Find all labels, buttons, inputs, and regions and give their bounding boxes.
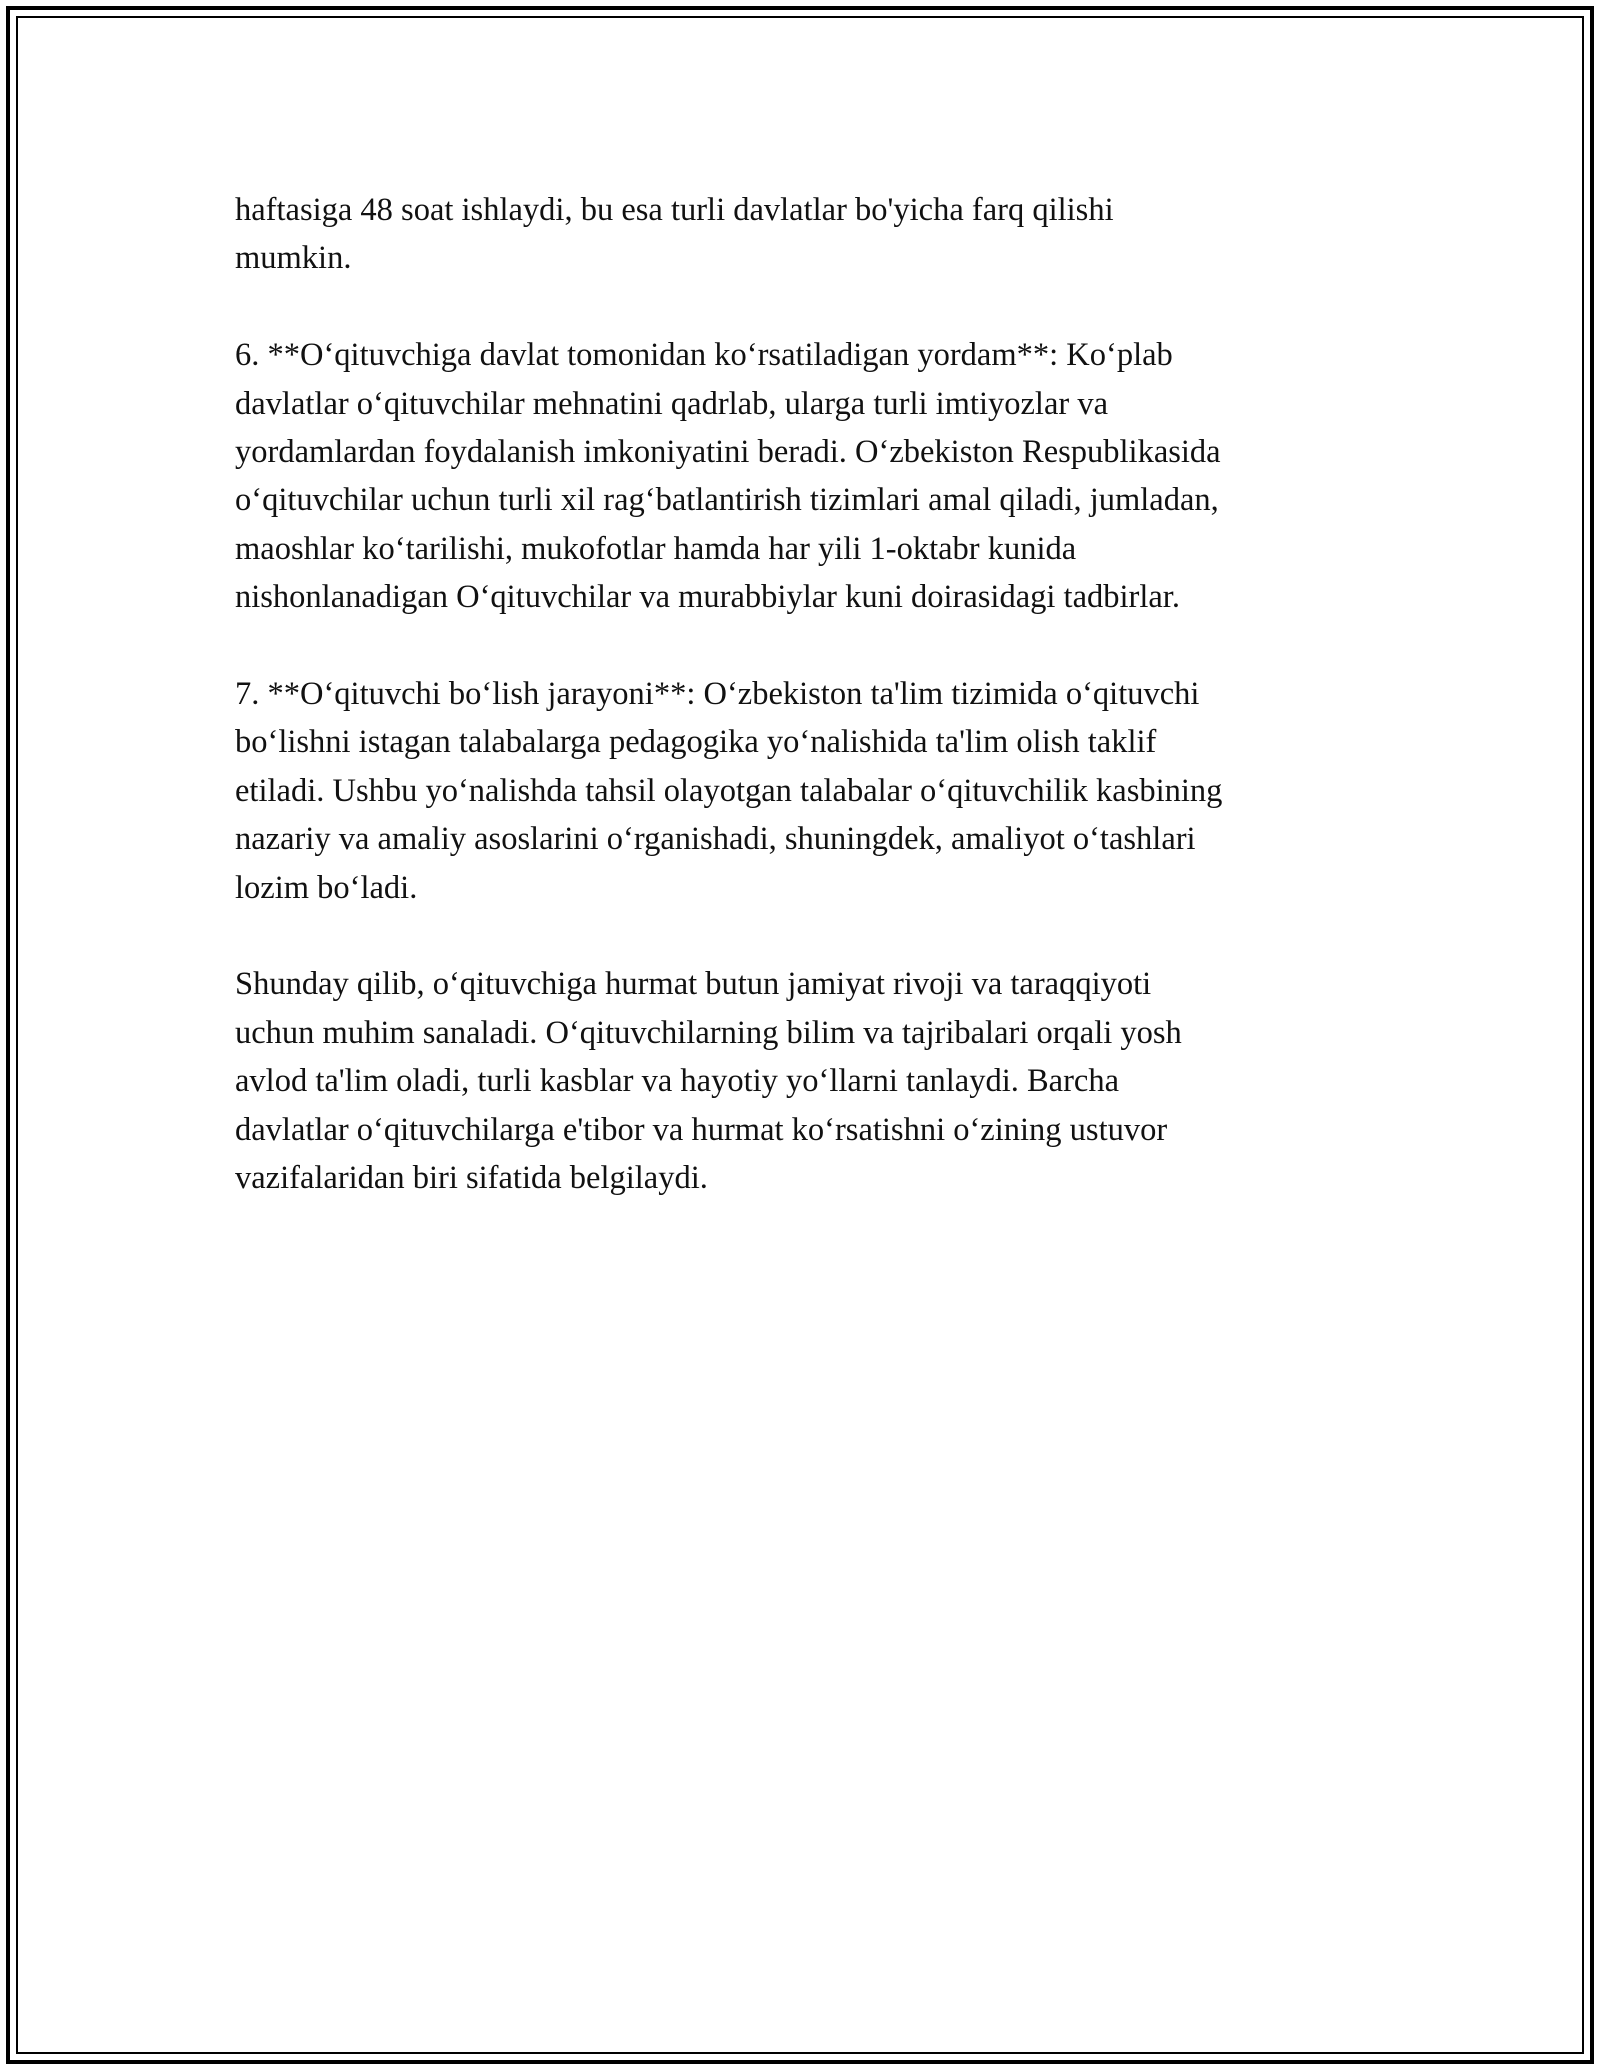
paragraph-working-hours: haftasiga 48 soat ishlaydi, bu esa turli davlatlar bo'yicha farq qilishi mumkin.: [235, 192, 1114, 277]
paragraph-becoming-teacher: 7. **O‘qituvchi bo‘lish jarayoni**: O‘zbekiston ta'lim tizimida o‘qituvchi bo‘lishni istagan talabalarga pedagogika yo‘nalishida ta'lim olish taklif etiladi. Ushbu yo‘nalishda tahsil olayotgan talabalar o‘qituvchilik kasbining nazariy va amaliy asoslarini o‘rganishadi, shuningdek, amaliyot o‘tashlari lozim bo‘ladi.: [235, 676, 1223, 906]
document-body: [235, 186, 1360, 1251]
paragraph-state-support: 6. **O‘qituvchiga davlat tomonidan ko‘rsatiladigan yordam**: Ko‘plab davlatlar o‘qituvchilar mehnatini qadrlab, ularga turli imtiyozlar va yordamlardan foydalanish imkoniyatini beradi. O‘zbekiston Respublikasida o‘qituvchilar uchun turli xil rag‘batlantirish tizimlari amal qiladi, jumladan, maoshlar ko‘tarilishi, mukofotlar hamda har yili 1-oktabr kunida nishonlanadigan O‘qituvchilar va murabbiylar kuni doirasidagi tadbirlar.: [235, 337, 1221, 616]
paragraph-conclusion: Shunday qilib, o‘qituvchiga hurmat butun jamiyat rivoji va taraqqiyoti uchun muhim sanaladi. O‘qituvchilarning bilim va tajribalari orqali yosh avlod ta'lim oladi, turli kasblar va hayotiy yo‘llarni tanlaydi. Barcha davlatlar o‘qituvchilarga e'tibor va hurmat ko‘rsatishni o‘zining ustuvor vazifalaridan biri sifatida belgilaydi.: [235, 966, 1182, 1197]
